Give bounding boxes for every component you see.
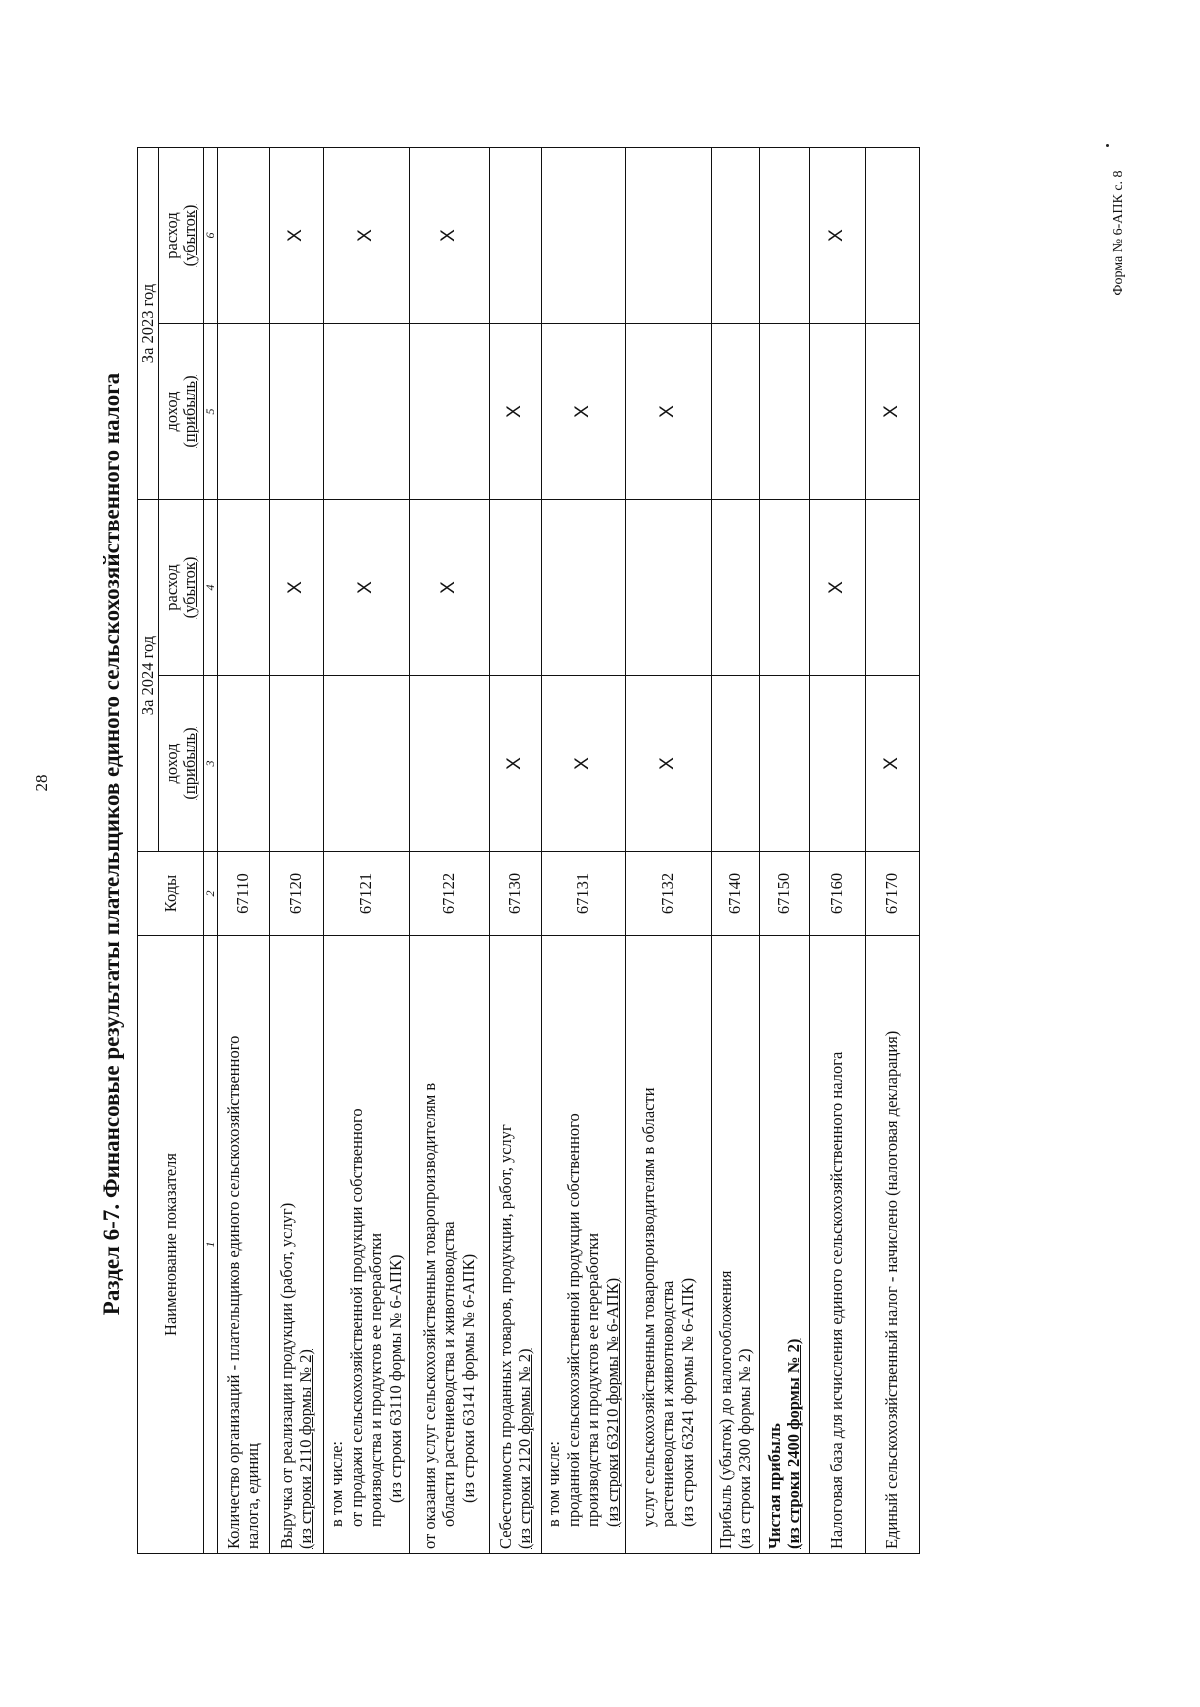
- header-year-2024: За 2024 год: [138, 500, 159, 852]
- table-row: [541, 148, 625, 1554]
- page-number: 28: [32, 774, 51, 792]
- table-row: [711, 148, 759, 1554]
- row-code: 67140: [711, 852, 759, 936]
- row-code: 67132: [625, 852, 711, 936]
- cell-income-2023: [269, 324, 323, 500]
- indicator-name: Единый сельскохозяйственный налог - начислено (налоговая декларация): [865, 936, 919, 1554]
- table-row: [625, 148, 711, 1554]
- cell-income-2024: X: [625, 676, 711, 852]
- indicator-name: Себестоимость проданных товаров, продукции, работ, услуг (из строки 2120 формы № 2): [489, 936, 541, 1554]
- cell-income-2023: X: [541, 324, 625, 500]
- header-indicator-name: Наименование показателя: [138, 936, 204, 1554]
- cell-expense-2024: X: [323, 500, 409, 676]
- column-number: 6: [203, 148, 217, 324]
- column-number: 3: [203, 676, 217, 852]
- cell-income-2024: X: [489, 676, 541, 852]
- cell-expense-2024: X: [409, 500, 489, 676]
- cell-income-2023: [809, 324, 865, 500]
- cell-income-2024: X: [865, 676, 919, 852]
- cell-income-2023: [759, 324, 809, 500]
- cell-expense-2024: [759, 500, 809, 676]
- cell-income-2024: [217, 676, 269, 852]
- row-code: 67110: [217, 852, 269, 936]
- cell-income-2024: [323, 676, 409, 852]
- cell-expense-2024: [541, 500, 625, 676]
- table-row: [759, 148, 809, 1554]
- header-expense-2024: расход (убыток): [158, 500, 203, 676]
- financial-results-table: [137, 147, 920, 1554]
- cell-income-2023: [217, 324, 269, 500]
- cell-expense-2023: [541, 148, 625, 324]
- cell-expense-2024: [865, 500, 919, 676]
- column-number: 1: [203, 936, 217, 1554]
- header-expense-2023: расход (убыток): [158, 148, 203, 324]
- cell-income-2023: X: [489, 324, 541, 500]
- header-year-2023: За 2023 год: [138, 148, 159, 500]
- cell-expense-2024: X: [809, 500, 865, 676]
- cell-expense-2023: [759, 148, 809, 324]
- table-row: [269, 148, 323, 1554]
- cell-expense-2024: [711, 500, 759, 676]
- cell-expense-2024: [489, 500, 541, 676]
- cell-income-2023: [711, 324, 759, 500]
- cell-income-2023: X: [625, 324, 711, 500]
- header-codes: Коды: [138, 852, 204, 936]
- cell-expense-2023: [489, 148, 541, 324]
- row-code: 67160: [809, 852, 865, 936]
- cell-income-2024: X: [541, 676, 625, 852]
- cell-expense-2024: [217, 500, 269, 676]
- scan-speck: [1106, 144, 1109, 147]
- cell-income-2024: [759, 676, 809, 852]
- cell-expense-2024: X: [269, 500, 323, 676]
- row-code: 67170: [865, 852, 919, 936]
- row-code: 67130: [489, 852, 541, 936]
- cell-income-2023: [409, 324, 489, 500]
- table-row: [865, 148, 919, 1554]
- cell-expense-2023: X: [269, 148, 323, 324]
- column-number: 4: [203, 500, 217, 676]
- indicator-name: Чистая прибыль (из строки 2400 формы № 2): [759, 936, 809, 1554]
- table-row: [489, 148, 541, 1554]
- section-title: Раздел 6-7. Финансовые результаты плательщиков единого сельскохозяйственного налога: [99, 372, 124, 1316]
- cell-expense-2024: [625, 500, 711, 676]
- cell-income-2024: [809, 676, 865, 852]
- indicator-name: в том числе: от продажи сельскохозяйственной продукции собственного производства и продуктов ее переработки (из строки 63110 формы № 6-АПК): [323, 936, 409, 1554]
- cell-expense-2023: [625, 148, 711, 324]
- column-number-row: [203, 148, 217, 1554]
- cell-expense-2023: [865, 148, 919, 324]
- cell-income-2024: [269, 676, 323, 852]
- cell-expense-2023: [217, 148, 269, 324]
- table-row: [809, 148, 865, 1554]
- rotated-document: [99, 140, 951, 1560]
- cell-expense-2023: [711, 148, 759, 324]
- indicator-name: Количество организаций - плательщиков единого сельскохозяйственного налога, единиц: [217, 936, 269, 1554]
- indicator-name: Прибыль (убыток) до налогообложения (из строки 2300 формы № 2): [711, 936, 759, 1554]
- row-code: 67150: [759, 852, 809, 936]
- cell-income-2023: X: [865, 324, 919, 500]
- row-code: 67120: [269, 852, 323, 936]
- form-label: Форма № 6-АПК с. 8: [1111, 170, 1126, 296]
- table-row: [217, 148, 269, 1554]
- indicator-name: в том числе: проданной сельскохозяйственной продукции собственного производства и продуктов ее переработки (из строки 63210 формы № 6-АПК): [541, 936, 625, 1554]
- cell-income-2024: [711, 676, 759, 852]
- indicator-name: Налоговая база для исчисления единого сельскохозяйственного налога: [809, 936, 865, 1554]
- header-income-2023: доход (прибыль): [158, 324, 203, 500]
- cell-income-2024: [409, 676, 489, 852]
- table-row: [323, 148, 409, 1554]
- cell-income-2023: [323, 324, 409, 500]
- header-income-2024: доход (прибыль): [158, 676, 203, 852]
- row-code: 67121: [323, 852, 409, 936]
- cell-expense-2023: X: [809, 148, 865, 324]
- row-code: 67131: [541, 852, 625, 936]
- indicator-name: услуг сельскохозяйственным товаропроизводителям в области растениеводства и животноводства (из строки 63241 формы № 6-АПК): [625, 936, 711, 1554]
- indicator-name: от оказания услуг сельскохозяйственным товаропроизводителям в области растениеводства и животноводства (из строки 63141 формы № 6-АПК): [409, 936, 489, 1554]
- cell-expense-2023: X: [409, 148, 489, 324]
- table-row: [409, 148, 489, 1554]
- indicator-name: Выручка от реализации продукции (работ, услуг) (из строки 2110 формы № 2): [269, 936, 323, 1554]
- row-code: 67122: [409, 852, 489, 936]
- cell-expense-2023: X: [323, 148, 409, 324]
- column-number: 5: [203, 324, 217, 500]
- column-number: 2: [203, 852, 217, 936]
